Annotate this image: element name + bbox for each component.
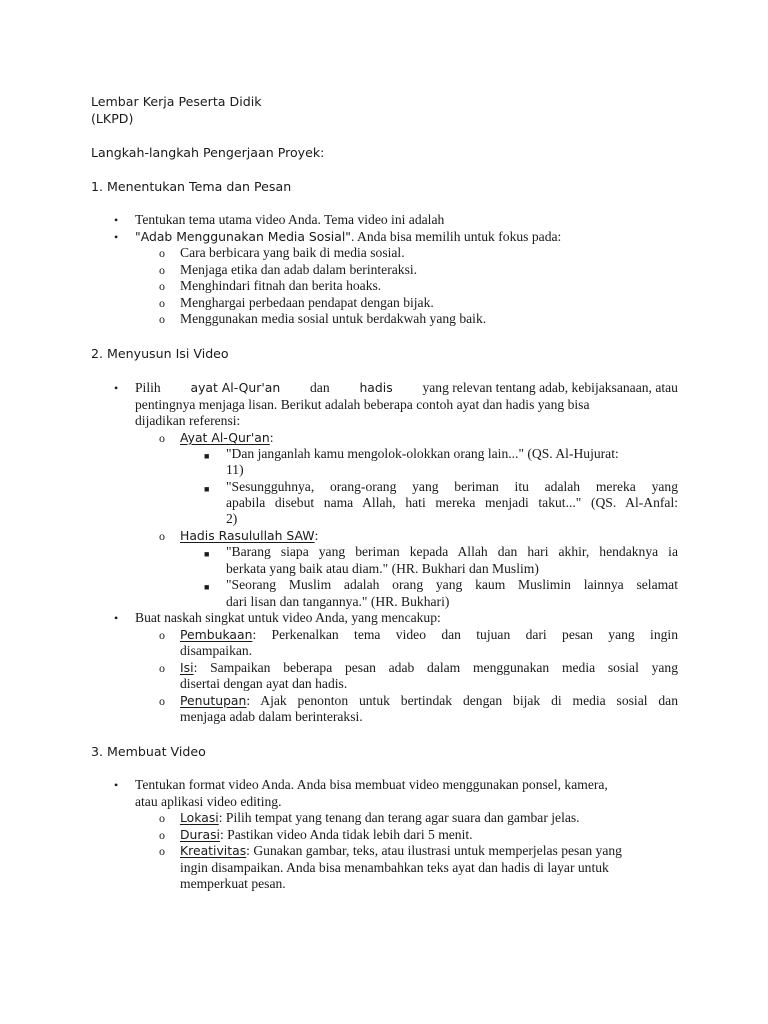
closing-line-1 — [180, 693, 678, 709]
duration-item — [180, 827, 473, 843]
creativity-line-3: memperkuat pesan. — [180, 876, 286, 891]
bullet-icon: • — [114, 213, 119, 227]
focus-option: Menggunakan media sosial untuk berdakwah yang baik. — [180, 311, 487, 326]
hadis-subheading — [180, 528, 318, 544]
focus-option: Menjaga etika dan adab dalam berinteraksi. — [180, 262, 418, 277]
opening-line-1 — [180, 627, 678, 643]
content-text: : Sampaikan beberapa pesan adab dalam menggunakan media sosial yang — [193, 660, 678, 675]
section-3-heading: 3. Membuat Video — [91, 744, 206, 759]
theme-rest: . Anda bisa memilih untuk fokus pada: — [351, 229, 562, 244]
content-line-1 — [180, 660, 678, 676]
circle-bullet-icon: o — [159, 529, 165, 543]
quran-quote-1-line-2: 11) — [226, 462, 244, 477]
closing-text: : Ajak penonton untuk bertindak dengan bijak di media sosial dan — [246, 693, 678, 708]
opening-line-2: disampaikan. — [180, 643, 253, 658]
document-title: Lembar Kerja Peserta Didik — [91, 94, 262, 109]
circle-bullet-icon: o — [159, 296, 165, 310]
duration-text: : Pastikan video Anda tidak lebih dari 5 menit. — [219, 827, 473, 842]
section-1-heading: 1. Menentukan Tema dan Pesan — [91, 179, 292, 194]
location-item — [180, 810, 580, 826]
intro-word: Pilih — [135, 380, 161, 395]
hadis-quote-1-line-2: berkata yang baik atau diam." (HR. Bukhari dan Muslim) — [226, 561, 539, 576]
colon: : — [314, 528, 319, 543]
circle-bullet-icon: o — [159, 263, 165, 277]
focus-option: Cara berbicara yang baik di media sosial. — [180, 245, 405, 260]
theme-title: "Adab Menggunakan Media Sosial" — [135, 229, 351, 244]
focus-option: Menghindari fitnah dan berita hoaks. — [180, 278, 382, 293]
circle-bullet-icon: o — [159, 431, 165, 445]
focus-option: Menghargai perbedaan pendapat dengan bijak. — [180, 295, 434, 310]
quote-text: "Dan janganlah kamu mengolok-olokkan orang lain..." (QS. Al-Hujurat: — [226, 446, 619, 461]
circle-bullet-icon: o — [159, 628, 165, 642]
hadis-quote-2-line-1: "Seorang Muslim adalah orang yang kaum Muslimin lainnya selamat — [226, 577, 678, 592]
circle-bullet-icon: o — [159, 661, 165, 675]
quran-keyword: ayat Al-Qur'an — [190, 380, 281, 395]
opening-label: Pembukaan — [180, 627, 253, 642]
bullet-icon: • — [114, 230, 119, 244]
quran-label: Ayat Al-Qur'an — [180, 430, 270, 445]
content-label: Isi — [180, 660, 194, 675]
circle-bullet-icon: o — [159, 246, 165, 260]
section-3-intro-line-1: Tentukan format video Anda. Anda bisa membuat video menggunakan ponsel, kamera, — [135, 777, 608, 792]
circle-bullet-icon: o — [159, 279, 165, 293]
hadis-keyword: hadis — [359, 380, 393, 395]
square-bullet-icon: ■ — [204, 549, 210, 559]
creativity-text: : Gunakan gambar, teks, atau ilustrasi untuk memperjelas pesan yang — [246, 843, 622, 858]
circle-bullet-icon: o — [159, 694, 165, 708]
quran-quote-1-line-1 — [226, 446, 678, 462]
section-2-intro-line-1 — [135, 380, 678, 396]
colon: : — [269, 430, 274, 445]
quran-quote-2-line-2: apabila disebut nama Allah, hati mereka menjadi takut..." (QS. Al-Anfal: — [226, 495, 678, 510]
intro-word: dan — [310, 380, 330, 395]
intro-word: yang relevan tentang adab, kebijaksanaan, atau — [422, 380, 678, 395]
square-bullet-icon: ■ — [204, 484, 210, 494]
hadis-label: Hadis Rasulullah SAW — [180, 528, 315, 543]
quran-subheading — [180, 430, 274, 446]
content-line-2: disertai dengan ayat dan hadis. — [180, 676, 348, 691]
section-1-bullet-1: Tentukan tema utama video Anda. Tema video ini adalah — [135, 212, 445, 227]
section-3-intro-line-2: atau aplikasi video editing. — [135, 794, 282, 809]
circle-bullet-icon: o — [159, 811, 165, 825]
section-2-heading: 2. Menyusun Isi Video — [91, 346, 229, 361]
bullet-icon: • — [114, 381, 119, 395]
script-intro: Buat naskah singkat untuk video Anda, yang mencakup: — [135, 610, 441, 625]
creativity-line-1 — [180, 843, 622, 859]
duration-label: Durasi — [180, 827, 220, 842]
closing-label: Penutupan — [180, 693, 247, 708]
bullet-icon: • — [114, 611, 119, 625]
steps-heading: Langkah-langkah Pengerjaan Proyek: — [91, 145, 325, 160]
document-subtitle: (LKPD) — [91, 111, 134, 126]
bullet-icon: • — [114, 778, 119, 792]
circle-bullet-icon: o — [159, 844, 165, 858]
location-label: Lokasi — [180, 810, 219, 825]
hadis-quote-1-line-1: "Barang siapa yang beriman kepada Allah dan hari akhir, hendaknya ia — [226, 544, 678, 559]
quran-quote-2-line-3: 2) — [226, 511, 238, 526]
circle-bullet-icon: o — [159, 312, 165, 326]
closing-line-2: menjaga adab dalam berinteraksi. — [180, 709, 363, 724]
creativity-line-2: ingin disampaikan. Anda bisa menambahkan teks ayat dan hadis di layar untuk — [180, 860, 609, 875]
section-2-intro-line-2: pentingnya menjaga lisan. Berikut adalah beberapa contoh ayat dan hadis yang bisa — [135, 397, 590, 412]
opening-text: : Perkenalkan tema video dan tujuan dari pesan yang ingin — [252, 627, 678, 642]
square-bullet-icon: ■ — [204, 451, 210, 461]
circle-bullet-icon: o — [159, 828, 165, 842]
quran-quote-2-line-1: "Sesungguhnya, orang-orang yang beriman itu adalah mereka yang — [226, 479, 678, 494]
square-bullet-icon: ■ — [204, 582, 210, 592]
section-1-bullet-2 — [135, 229, 561, 245]
hadis-quote-2-line-2: dari lisan dan tangannya." (HR. Bukhari) — [226, 594, 450, 609]
location-text: : Pilih tempat yang tenang dan terang agar suara dan gambar jelas. — [218, 810, 580, 825]
creativity-label: Kreativitas — [180, 843, 247, 858]
section-2-intro-line-3: dijadikan referensi: — [135, 413, 241, 428]
